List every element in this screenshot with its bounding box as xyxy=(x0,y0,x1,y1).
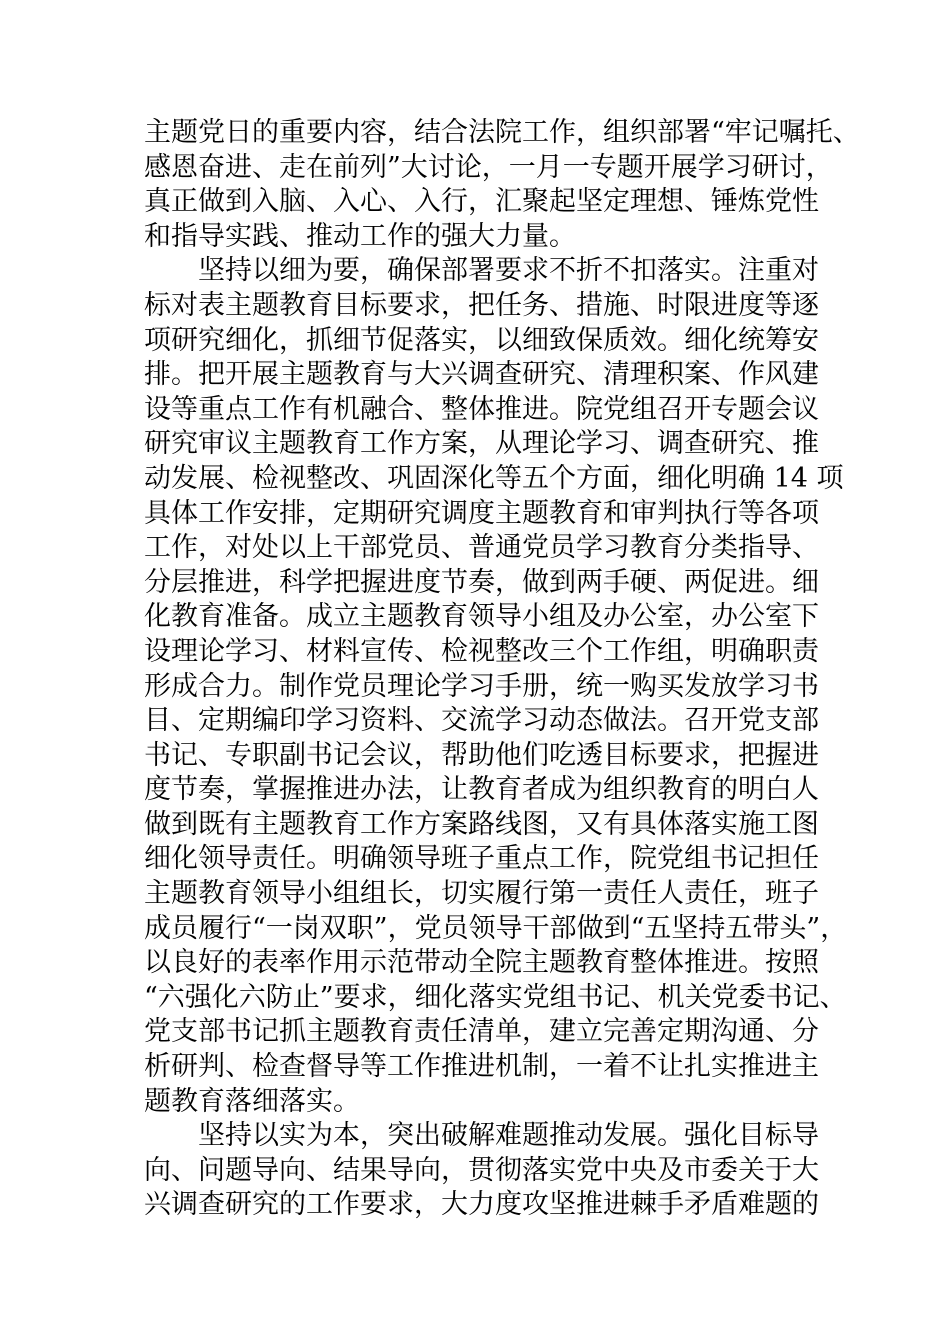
text-line: 度节奏，掌握推进办法，让教育者成为组织教育的明白人 xyxy=(144,774,819,806)
text-line: 标对表主题教育目标要求，把任务、措施、时限进度等逐 xyxy=(144,289,819,321)
text-line: 工作，对处以上干部党员、普通党员学习教育分类指导、 xyxy=(144,532,819,564)
text-line: 做到既有主题教育工作方案路线图，又有具体落实施工图 xyxy=(144,808,819,840)
text-line: 研究审议主题教育工作方案，从理论学习、调查研究、推 xyxy=(144,428,819,460)
text-line: 排。把开展主题教育与大兴调查研究、清理积案、作风建 xyxy=(144,359,819,391)
text-line: 细化领导责任。明确领导班子重点工作，院党组书记担任 xyxy=(144,843,819,875)
text-line: 具体工作安排，定期研究调度主题教育和审判执行等各项 xyxy=(144,497,819,529)
text-line: 设等重点工作有机融合、整体推进。院党组召开专题会议 xyxy=(144,393,819,425)
text-line: 化教育准备。成立主题教育领导小组及办公室，办公室下 xyxy=(144,601,819,633)
text-line: 项研究细化，抓细节促落实，以细致保质效。细化统筹安 xyxy=(144,324,819,356)
text-line: 成员履行“一岗双职”，党员领导干部做到“五坚持五带头”， xyxy=(144,912,848,944)
text-line: 形成合力。制作党员理论学习手册，统一购买发放学习书 xyxy=(144,670,819,702)
text-line: 设理论学习、材料宣传、检视整改三个工作组，明确职责 xyxy=(144,635,819,667)
text-line: 党支部书记抓主题教育责任清单，建立完善定期沟通、分 xyxy=(144,1016,819,1048)
text-line: 以良好的表率作用示范带动全院主题教育整体推进。按照 xyxy=(144,947,819,979)
paragraph-start-line: 坚持以实为本，突出破解难题推动发展。强化目标导 xyxy=(198,1120,819,1152)
text-line: 主题教育领导小组组长，切实履行第一责任人责任，班子 xyxy=(144,878,819,910)
text-line: 析研判、检查督导等工作推进机制，一着不让扎实推进主 xyxy=(144,1051,819,1083)
text-line: 兴调查研究的工作要求，大力度攻坚推进棘手矛盾难题的 xyxy=(144,1189,819,1221)
text-line: 主题党日的重要内容，结合法院工作，组织部署“牢记嘱托、 xyxy=(144,117,860,148)
text-line: 感恩奋进、走在前列”大讨论，一月一专题开展学习研讨， xyxy=(144,151,833,183)
text-line: 真正做到入脑、入心、入行，汇聚起坚定理想、锤炼党性 xyxy=(144,186,819,218)
text-line: 和指导实践、推动工作的强大力量。 xyxy=(144,220,576,252)
text-line: 分层推进，科学把握进度节奏，做到两手硬、两促进。细 xyxy=(144,566,819,598)
text-line: 书记、专职副书记会议，帮助他们吃透目标要求，把握进 xyxy=(144,739,819,771)
text-line: “六强化六防止”要求，细化落实党组书记、机关党委书记、 xyxy=(144,981,847,1013)
body-text xyxy=(144,116,860,1223)
text-line: 题教育落细落实。 xyxy=(144,1085,360,1117)
text-line: 向、问题导向、结果导向，贯彻落实党中央及市委关于大 xyxy=(144,1154,819,1186)
paragraph-start-line: 坚持以细为要，确保部署要求不折不扣落实。注重对 xyxy=(198,255,819,287)
text-line: 目、定期编印学习资料、交流学习动态做法。召开党支部 xyxy=(144,705,819,737)
text-line: 动发展、检视整改、巩固深化等五个方面，细化明确 14 项 xyxy=(144,462,844,494)
